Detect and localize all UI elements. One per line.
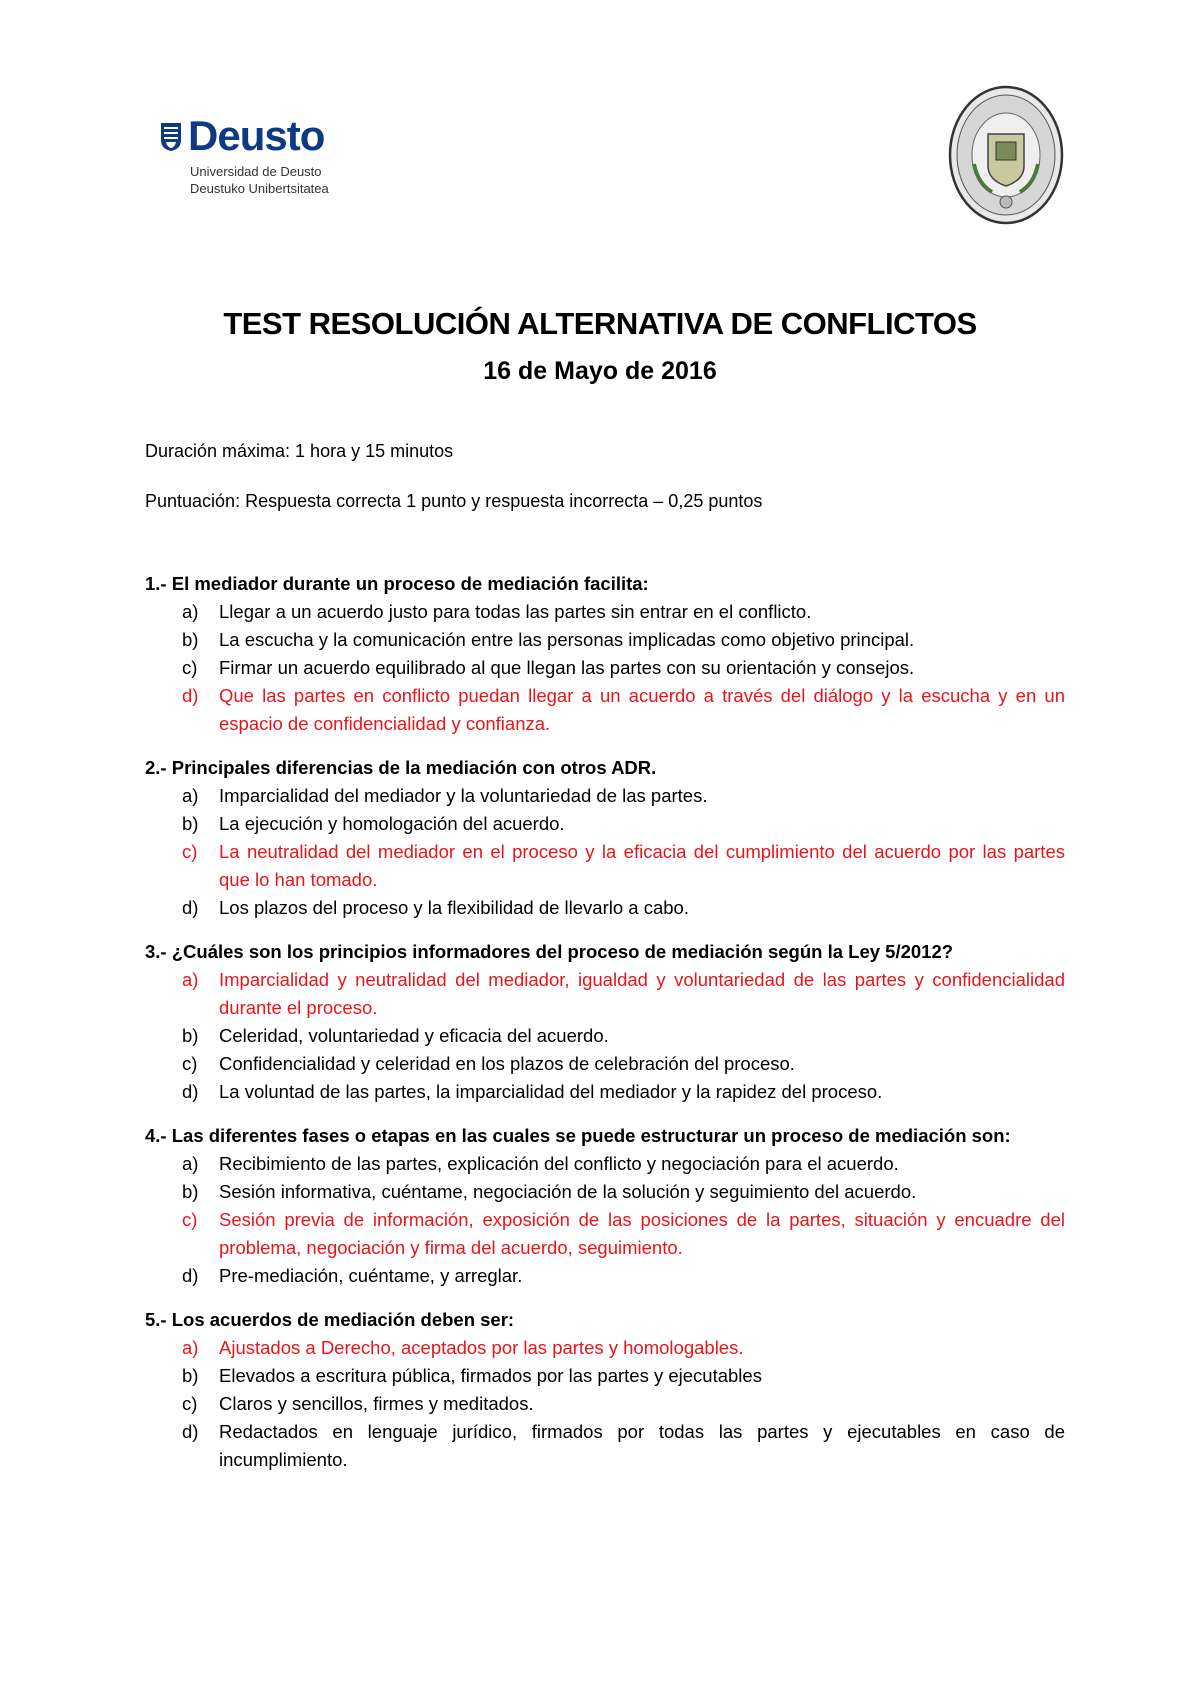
- question: [145, 938, 1065, 1106]
- option-text: Pre-mediación, cuéntame, y arreglar.: [219, 1265, 523, 1286]
- option-letter: b): [182, 1025, 199, 1046]
- option: [145, 626, 1065, 654]
- question-title: 5.- Los acuerdos de mediación deben ser:: [145, 1309, 515, 1330]
- option-text: Llegar a un acuerdo justo para todas las partes sin entrar en el conflicto.: [219, 601, 812, 622]
- option-letter: b): [182, 813, 199, 834]
- option: [145, 810, 1065, 838]
- option-text: Celeridad, voluntariedad y eficacia del acuerdo.: [219, 1025, 609, 1046]
- option-letter: d): [182, 685, 199, 706]
- option-correct: [145, 966, 1065, 1022]
- option-letter: d): [182, 1081, 199, 1102]
- option-text: Imparcialidad del mediador y la voluntariedad de las partes.: [219, 785, 708, 806]
- score-text: Puntuación: Respuesta correcta 1 punto y respuesta incorrecta – 0,25 puntos: [145, 491, 763, 511]
- option-text: Sesión previa de información, exposición de las posiciones de la partes, situación y encuadre del problema, negociación y firma del acuerdo, seguimiento.: [219, 1209, 1065, 1258]
- option-text: Sesión informativa, cuéntame, negociación de la solución y seguimiento del acuerdo.: [219, 1181, 917, 1202]
- question: [145, 570, 1065, 738]
- option-letter: c): [182, 1209, 198, 1230]
- options-list: [145, 1334, 1065, 1474]
- deusto-logo: [160, 112, 360, 208]
- option-text: Imparcialidad y neutralidad del mediador, igualdad y voluntariedad de las partes y confidencialidad durante el proceso.: [219, 969, 1065, 1018]
- option-text: Claros y sencillos, firmes y meditados.: [219, 1393, 534, 1414]
- logo-subtitle-basque: Deustuko Unibertsitatea: [190, 181, 329, 196]
- option-text: Recibimiento de las partes, explicación del conflicto y negociación para el acuerdo.: [219, 1153, 899, 1174]
- option: [145, 894, 1065, 922]
- question: [145, 1122, 1065, 1290]
- option-text: Firmar un acuerdo equilibrado al que llegan las partes con su orientación y consejos.: [219, 657, 915, 678]
- option-letter: d): [182, 1421, 199, 1442]
- option-text: La ejecución y homologación del acuerdo.: [219, 813, 565, 834]
- duration-text: Duración máxima: 1 hora y 15 minutos: [145, 441, 454, 461]
- option: [145, 782, 1065, 810]
- option-letter: c): [182, 1053, 198, 1074]
- option-text: La voluntad de las partes, la imparcialidad del mediador y la rapidez del proceso.: [219, 1081, 883, 1102]
- logo-subtitle-spanish: Universidad de Deusto: [190, 164, 322, 179]
- question-title: 1.- El mediador durante un proceso de mediación facilita:: [145, 573, 649, 594]
- option-text: La neutralidad del mediador en el proceso y la eficacia del cumplimiento del acuerdo por las partes que lo han tomado.: [219, 841, 1065, 890]
- exam-date: 16 de Mayo de 2016: [483, 357, 717, 385]
- option-text: Elevados a escritura pública, firmados por las partes y ejecutables: [219, 1365, 762, 1386]
- option-letter: a): [182, 601, 199, 622]
- options-list: [145, 966, 1065, 1106]
- option: [145, 1022, 1065, 1050]
- option-letter: b): [182, 1181, 199, 1202]
- option: [145, 1078, 1065, 1106]
- option-letter: a): [182, 785, 199, 806]
- logo-wordmark: Deusto: [188, 112, 325, 159]
- option-letter: a): [182, 969, 199, 990]
- option: [145, 1150, 1065, 1178]
- option-text: Los plazos del proceso y la flexibilidad de llevarlo a cabo.: [219, 897, 689, 918]
- option-correct: [145, 1334, 1065, 1362]
- option-letter: a): [182, 1337, 199, 1358]
- question-title: 2.- Principales diferencias de la mediación con otros ADR.: [145, 757, 657, 778]
- option: [145, 1418, 1065, 1474]
- question: [145, 754, 1065, 922]
- option: [145, 1262, 1065, 1290]
- option-letter: c): [182, 1393, 198, 1414]
- option-text: La escucha y la comunicación entre las personas implicadas como objetivo principal.: [219, 629, 915, 650]
- option-letter: c): [182, 657, 198, 678]
- options-list: [145, 782, 1065, 922]
- option: [145, 1178, 1065, 1206]
- option-letter: d): [182, 1265, 199, 1286]
- option-correct: [145, 682, 1065, 738]
- questions-list: [145, 570, 1065, 1490]
- option-letter: b): [182, 629, 199, 650]
- options-list: [145, 1150, 1065, 1290]
- option-letter: d): [182, 897, 199, 918]
- option: [145, 1390, 1065, 1418]
- option-text: Que las partes en conflicto puedan llegar a un acuerdo a través del diálogo y la escucha y en un espacio de confidencialidad y confianza.: [219, 685, 1065, 734]
- option: [145, 598, 1065, 626]
- option-text: Ajustados a Derecho, aceptados por las partes y homologables.: [219, 1337, 744, 1358]
- option: [145, 1050, 1065, 1078]
- deusto-shield-icon: [160, 122, 182, 152]
- university-seal-icon: [948, 84, 1064, 226]
- option-letter: a): [182, 1153, 199, 1174]
- question-title: 3.- ¿Cuáles son los principios informadores del proceso de mediación según la Ley 5/2012?: [145, 941, 954, 962]
- question-title: 4.- Las diferentes fases o etapas en las cuales se puede estructurar un proceso de mediación son:: [145, 1125, 1011, 1146]
- option: [145, 1362, 1065, 1390]
- option-correct: [145, 838, 1065, 894]
- option: [145, 654, 1065, 682]
- option-letter: c): [182, 841, 198, 862]
- option-text: Confidencialidad y celeridad en los plazos de celebración del proceso.: [219, 1053, 795, 1074]
- options-list: [145, 598, 1065, 738]
- option-letter: b): [182, 1365, 199, 1386]
- question: [145, 1306, 1065, 1474]
- option-correct: [145, 1206, 1065, 1262]
- page-title: TEST RESOLUCIÓN ALTERNATIVA DE CONFLICTOS: [223, 306, 977, 341]
- option-text: Redactados en lenguaje jurídico, firmados por todas las partes y ejecutables en caso de incumplimiento.: [219, 1421, 1065, 1470]
